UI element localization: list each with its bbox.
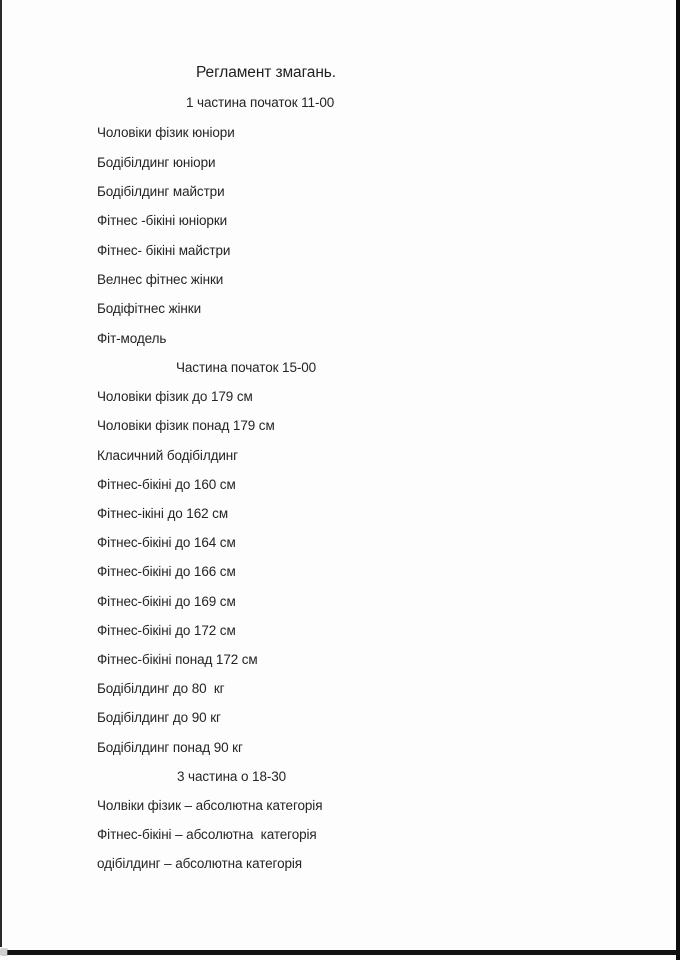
section-heading-1: 1 частина початок 11-00	[186, 95, 335, 110]
category-line: Чоловіки фізик понад 179 см	[97, 418, 275, 433]
category-line: Фітнес-бікіні до 172 см	[97, 623, 236, 638]
category-line: Фітнес -бікіні юніорки	[97, 213, 228, 228]
category-line: Чоловіки фізик до 179 см	[97, 389, 253, 404]
category-line: Фітнес-бікіні до 166 см	[97, 564, 236, 579]
category-line: Фітнес-ікіні до 162 см	[97, 506, 229, 521]
category-line: Чолвіки фізик – абсолютна категорія	[97, 798, 323, 813]
doc-title: Регламент змагань.	[196, 64, 336, 81]
category-line: Чоловіки фізик юніори	[97, 125, 235, 140]
category-line: Бодібілдинг до 80 кг	[97, 681, 225, 696]
category-line: Фітнес-бікіні до 169 см	[97, 594, 236, 609]
category-line: одібілдинг – абсолютна категорія	[97, 856, 303, 871]
category-line: Фітнес-бікіні до 160 см	[97, 477, 236, 492]
scan-edge-right	[676, 0, 680, 960]
category-line: Бодібілдинг понад 90 кг	[97, 740, 243, 755]
category-line: Велнес фітнес жінки	[97, 272, 224, 287]
category-line: Фітнес-бікіні – абсолютна категорія	[97, 827, 317, 842]
category-line: Класичний бодібілдинг	[97, 448, 238, 463]
category-line: Бодібілдинг юніори	[97, 155, 216, 170]
section-heading-2: Частина початок 15-00	[176, 360, 317, 375]
category-line: Бодібілдинг до 90 кг	[97, 710, 221, 725]
category-line: Фітнес-бікіні до 164 см	[97, 535, 236, 550]
scan-edge-left	[0, 0, 2, 947]
scan-corner-smudge	[0, 948, 8, 956]
category-line: Фіт-модель	[97, 331, 167, 346]
section-heading-3: 3 частина о 18-30	[177, 769, 287, 784]
category-line: Фітнес-бікіні понад 172 см	[97, 652, 258, 667]
category-line: Бодіфітнес жінки	[97, 301, 202, 316]
scan-edge-bottom	[7, 950, 680, 955]
category-line: Бодібілдинг майстри	[97, 184, 225, 199]
category-line: Фітнес- бікіні майстри	[97, 243, 231, 258]
